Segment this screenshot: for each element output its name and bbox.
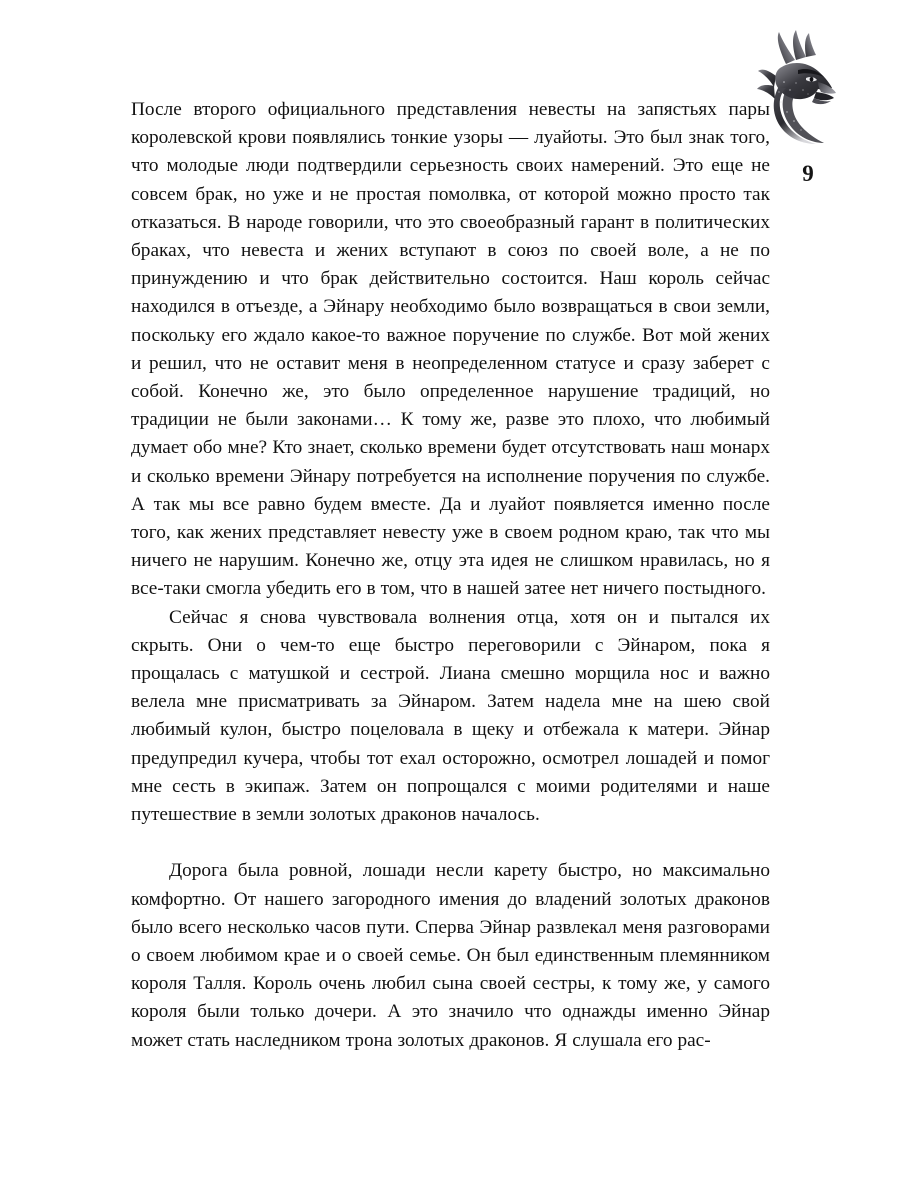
paragraph: Сейчас я снова чувствовала волнения отца, хотя он и пытался их скрыть. Они о чем-то еще быстро переговорили с Эйнаром, пока я прощалась с матушкой и сестрой. Лиана смешно морщила нос и важно велела мне присматривать за Эйнаром. Затем надела мне на шею свой любимый кулон, быстро поцеловала в щеку и отбежала к матери. Эйнар предупредил кучера, чтобы тот ехал осторожно, осмотрел лошадей и помог мне сесть в экипаж. Затем он попрощался с моими родителями и наше путешествие в земли золотых драконов началось.	[131, 606, 770, 826]
body-text-column	[131, 96, 770, 1055]
paragraph: После второго официального представления невесты на запястьях пары королевской крови появлялись тонкие узоры — луайоты. Это был знак того, что молодые люди подтвердили серьезность своих намерений. Это еще не совсем брак, но уже и не простая помолвка, от которой можно просто так отказаться. В народе говорили, что это своеобразный гарант в политических браках, что невеста и жених вступают в союз по своей воле, а не по принуждению и что брак действительно состоится. Наш король сейчас находился в отъезде, а Эйнару необходимо было возвращаться в свои земли, поскольку его ждало какое-то важное поручение по службе. Вот мой жених и решил, что не оставит меня в неопределенном статусе и сразу заберет с собой. Конечно же, это было определенное нарушение традиций, но традиции не были законами… К тому же, разве это плохо, что любимый думает обо мне? Кто знает, сколько времени будет отсутствовать наш монарх и сколько времени Эйнару потребуется на исполнение поручения по службе. А так мы все равно будем вместе. Да и луайот появляется именно после того, как жених представляет невесту уже в своем родном краю, так что мы ничего не нарушим. Конечно же, отцу эта идея не слишком нравилась, но я все-таки смогла убедить его в том, что в нашей затее нет ничего постыдного.	[131, 99, 770, 600]
paragraph: Дорога была ровной, лошади несли карету быстро, но максимально комфортно. От нашего загородного имения до владений золотых драконов было всего несколько часов пути. Сперва Эйнар развлекал меня разговорами о своем любимом крае и о своей семье. Он был единственным племянником короля Талля. Король очень любил сына своей сестры, к тому же, у самого короля были только дочери. А это значило что однажды именно Эйнар может стать наследником трона золотых драконов. Я слушала его рас-	[131, 860, 770, 1051]
page-number: 9	[802, 161, 814, 186]
